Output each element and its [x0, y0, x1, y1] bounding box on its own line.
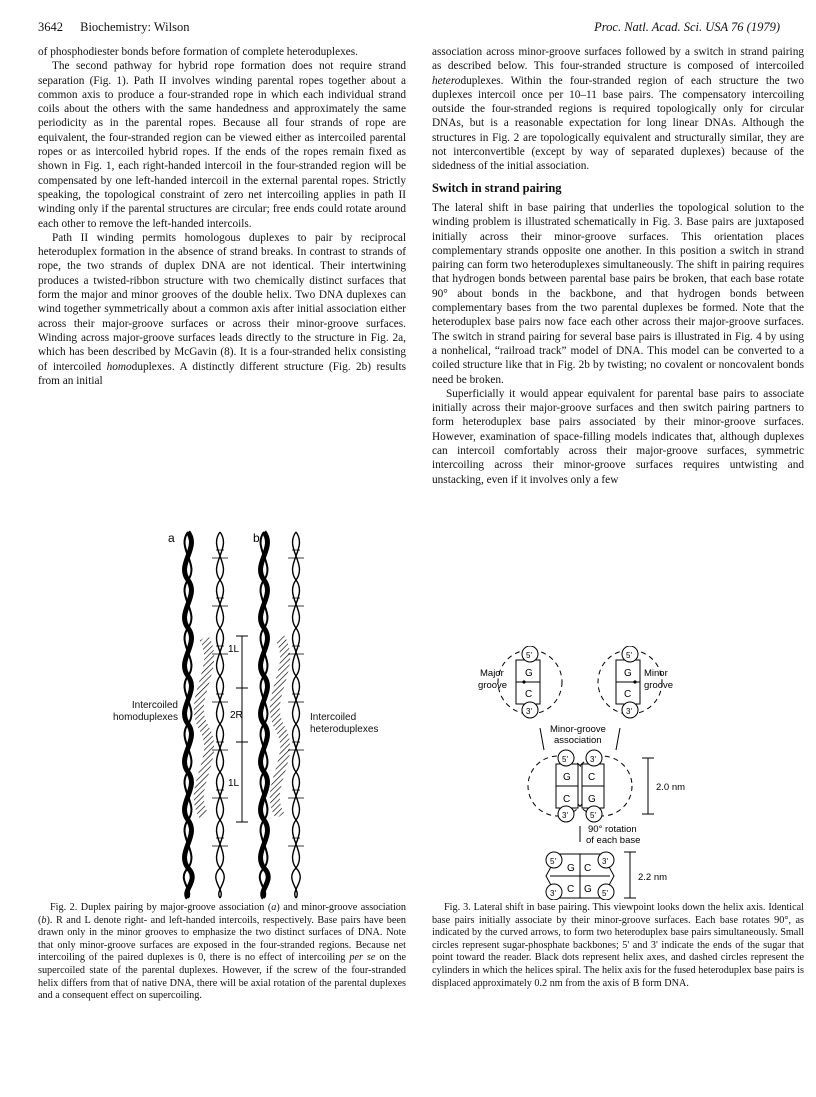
caption-text: Fig. 3. Lateral shift in base pairing. This viewpoint looks down the helix axis. Identical base pairs initially associate by their minor-groove surfaces. Each base rotates 90°, as indicated by the curved arrows, to form two heteroduplex base pairs simultaneously. Small circles represent sugar-phosphate backbones; 5' and 3' indicate the ends of the sugar that point toward the reader. Black dots represent helix axes, and dashed circles represent the cylinders in which the helices spiral. The helix axis for the fused heteroduplex base pairs is displaced approximately 0.2 nm from the axis of B form DNA.	[432, 902, 804, 989]
right-column	[432, 45, 804, 487]
base-g: G	[567, 863, 575, 874]
backbone-3prime: 3'	[602, 857, 608, 866]
duplex-top-left	[498, 646, 562, 718]
label-intercoiled-heteroduplexes	[310, 712, 378, 736]
label-line: Intercoiled	[131, 700, 178, 711]
backbone-5prime: 5'	[602, 889, 608, 898]
label-line: Intercoiled	[310, 712, 357, 723]
backbone-3prime: 3'	[562, 811, 568, 820]
text-run: Path II winding permits homologous duplexes to pair by reciprocal heteroduplex formation in the absence of strand breaks. In contrast to strands of rope, the two strands of duplex DNA are not identical. Their intertwining produces a twisted-ribbon structure with two chemically distinct surfaces that form the major and minor grooves of the double helix. Two DNA duplexes can wind together symmetrically about a common axis after initial association either across their major-groove surfaces or across their minor-groove surfaces. Winding across major-groove surfaces leads directly to the structure in Fig. 2a, which has been described by McGavin (8). It is a four-stranded helix consisting of intercoiled	[38, 231, 406, 373]
base-c: C	[624, 689, 632, 700]
backbone-3prime: 3'	[626, 707, 632, 716]
label-association-1: Minor-groove	[550, 724, 606, 735]
base-c: C	[567, 884, 575, 895]
helix-b-duplex-1	[260, 532, 268, 898]
intercoil-ribbon-b	[275, 638, 285, 816]
base-g: G	[563, 772, 571, 783]
helix-a-duplex-2	[212, 532, 228, 898]
dim-label-l-top: 1L	[228, 644, 240, 655]
base-g: G	[525, 668, 533, 679]
page-header-left	[38, 20, 189, 35]
label-2-2nm: 2.2 nm	[638, 872, 668, 883]
page-number: 3642	[38, 20, 63, 34]
section-heading: Switch in strand pairing	[432, 180, 562, 195]
text-run: Fig. 2. Duplex pairing by major-groove association (	[50, 902, 272, 913]
label-line: homoduplexes	[112, 712, 178, 723]
base-g: G	[624, 668, 632, 679]
base-c: C	[588, 772, 596, 783]
label-minor-groove-2: groove	[644, 680, 674, 691]
dim-label-2r: 2R	[230, 710, 243, 721]
figure-3-caption	[432, 902, 804, 990]
text-run: duplexes. A distinctly different structure (Fig. 2b) results from an initial	[38, 360, 406, 387]
paragraph: of phosphodiester bonds before formation of complete heteroduplexes.	[38, 46, 358, 58]
dim-label-l-bottom: 1L	[228, 778, 240, 789]
left-column	[38, 45, 406, 388]
journal-section: Biochemistry: Wilson	[80, 20, 190, 34]
italic-run: homo	[106, 360, 132, 373]
backbone-5prime: 5'	[550, 857, 556, 866]
text-run: ) and minor-groove association (	[38, 902, 406, 926]
paragraph	[38, 231, 406, 388]
base-g: G	[584, 884, 592, 895]
italic-run: a	[271, 902, 277, 913]
text-run: on the supercoiled state of the parental duplexes. However, if the screw of the four-stranded helix differs from that of native DNA, there will be axial rotation of the parental duplexes and a consequent effect on supercoiling.	[38, 952, 406, 1002]
backbone-3prime: 3'	[526, 707, 532, 716]
base-c: C	[525, 689, 533, 700]
label-association-2: association	[554, 735, 602, 746]
italic-run: b	[41, 914, 47, 926]
text-run: duplexes. Within the four-stranded region of each structure the two duplexes intercoil once per 10–11 base pairs. The compensatory intercoiling outside the four-stranded regions is required topologically only for circular DNAs, but is a reasonable expectation for long linear DNAs. Although the structures in Fig. 2 are topologically equivalent and structurally similar, they are not interconvertible (except by way of separated duplexes) because of the sidedness of the initial association.	[432, 74, 804, 173]
base-c: C	[584, 863, 592, 874]
paragraph: The lateral shift in base pairing that underlies the topological solution to the winding problem is illustrated schematically in Fig. 3. Base pairs are juxtaposed initially across their minor-groove surfaces. This orientation places complementary strands opposite one another. In this position a switch in strand pairing can form two heteroduplexes simultaneously. The shift in pairing requires that hydrogen bonds between parental base pairs be broken, that each base rotate 90° about bonds in the backbone, and that hydrogen bonds between complementary bases from the two parental duplexes be formed. Note that the heteroduplex base pairs now face each other across their major-groove surfaces. The switch in strand pairing for several base pairs is illustrated in Fig. 4 by using a nonhelical, “railroad track” model of DNA. This model can be converted to a coiled structure like that in Fig. 2b by twisting; no covalent or noncovalent bonds need be broken.	[432, 201, 804, 386]
heteroduplex-pair	[546, 852, 614, 900]
arrow-left	[540, 728, 544, 750]
figure-3-drawing	[470, 646, 690, 900]
dim-2nm	[642, 758, 654, 814]
backbone-5prime: 5'	[590, 811, 596, 820]
text-run: association across minor-groove surfaces followed by a switch in strand pairing as described below. This four-stranded structure is composed of intercoiled	[432, 46, 804, 73]
label-2nm: 2.0 nm	[656, 782, 686, 793]
italic-run: per se	[349, 952, 376, 964]
paragraph: Superficially it would appear equivalent for parental base pairs to associate initially across their major-groove surfaces and then switch pairing partners to form heteroduplex base pairs associated by their minor-groove surfaces. However, examination of space-filling models indicates that, although duplexes can intercoil comfortably across their major-groove surfaces, symmetric intercoiling across their minor-groove surfaces requires untwisting and unstacking, even if it involves only a few	[432, 387, 804, 486]
label-rotation-2: of each base	[586, 835, 641, 846]
figure-3	[470, 646, 690, 900]
fig2-label-b: b	[253, 531, 260, 545]
fig2-label-a: a	[168, 531, 175, 545]
label-intercoiled-homoduplexes	[98, 700, 178, 724]
caption-text	[38, 902, 406, 1003]
dimension-bar	[236, 636, 248, 822]
helix-b-duplex-2	[288, 532, 304, 898]
paragraph	[432, 45, 804, 174]
intercoil-ribbon-a	[199, 638, 209, 816]
backbone-3prime: 3'	[550, 889, 556, 898]
label-major-groove-2: groove	[478, 680, 508, 691]
label-line: heteroduplexes	[310, 724, 379, 735]
base-c: C	[563, 794, 571, 805]
paragraph: The second pathway for hybrid rope formation does not require strand separation (Fig. 1). Path II involves winding parental ropes together about a common axis to produce a four-stranded rope in which each individual strand coils about the others with the same handedness and approximately the same periodicity as in the parental ropes. Because all four strands of rope are equivalent, the four-stranded region can be viewed either as intercoiled parental ropes or as intercoiled hybrid ropes. If the ends of the ropes remain fixed as shown in Fig. 1, each right-handed intercoil in the four-stranded region will be compensated by one left-handed intercoil in the external parental ropes. Strictly speaking, the topological constraint of zero net intercoiling applies in path II winding only if the parental structures are circular; free ends could rotate around each other to remove the left-handed intercoils.	[38, 60, 406, 230]
arrow-right	[616, 728, 620, 750]
label-rotation-1: 90° rotation	[588, 824, 637, 835]
paired-duplexes	[528, 750, 632, 822]
backbone-3prime: 3'	[590, 755, 596, 764]
backbone-5prime: 5'	[626, 651, 632, 660]
label-minor-groove-1: Minor	[644, 668, 668, 679]
italic-run: hetero	[432, 74, 461, 87]
text-run: ). R and L denote right- and left-handed intercoils, respectively. Base pairs have been drawn only in the minor grooves to emphasize the two distinct surfaces of DNA. Note that only minor-groove surfaces are exposed in the four-stranded regions. Because net intercoiling of the paired duplexes is 0, there is no effect of intercoiling	[38, 914, 406, 964]
backbone-5prime: 5'	[526, 651, 532, 660]
journal-citation: Proc. Natl. Acad. Sci. USA 76 (1979)	[594, 20, 780, 34]
dim-2-2nm	[624, 852, 636, 898]
base-g: G	[588, 794, 596, 805]
backbone-5prime: 5'	[562, 755, 568, 764]
helix-a-duplex-1	[184, 532, 192, 898]
figure-2-caption	[38, 902, 406, 1003]
label-major-groove-1: Major	[480, 668, 504, 679]
